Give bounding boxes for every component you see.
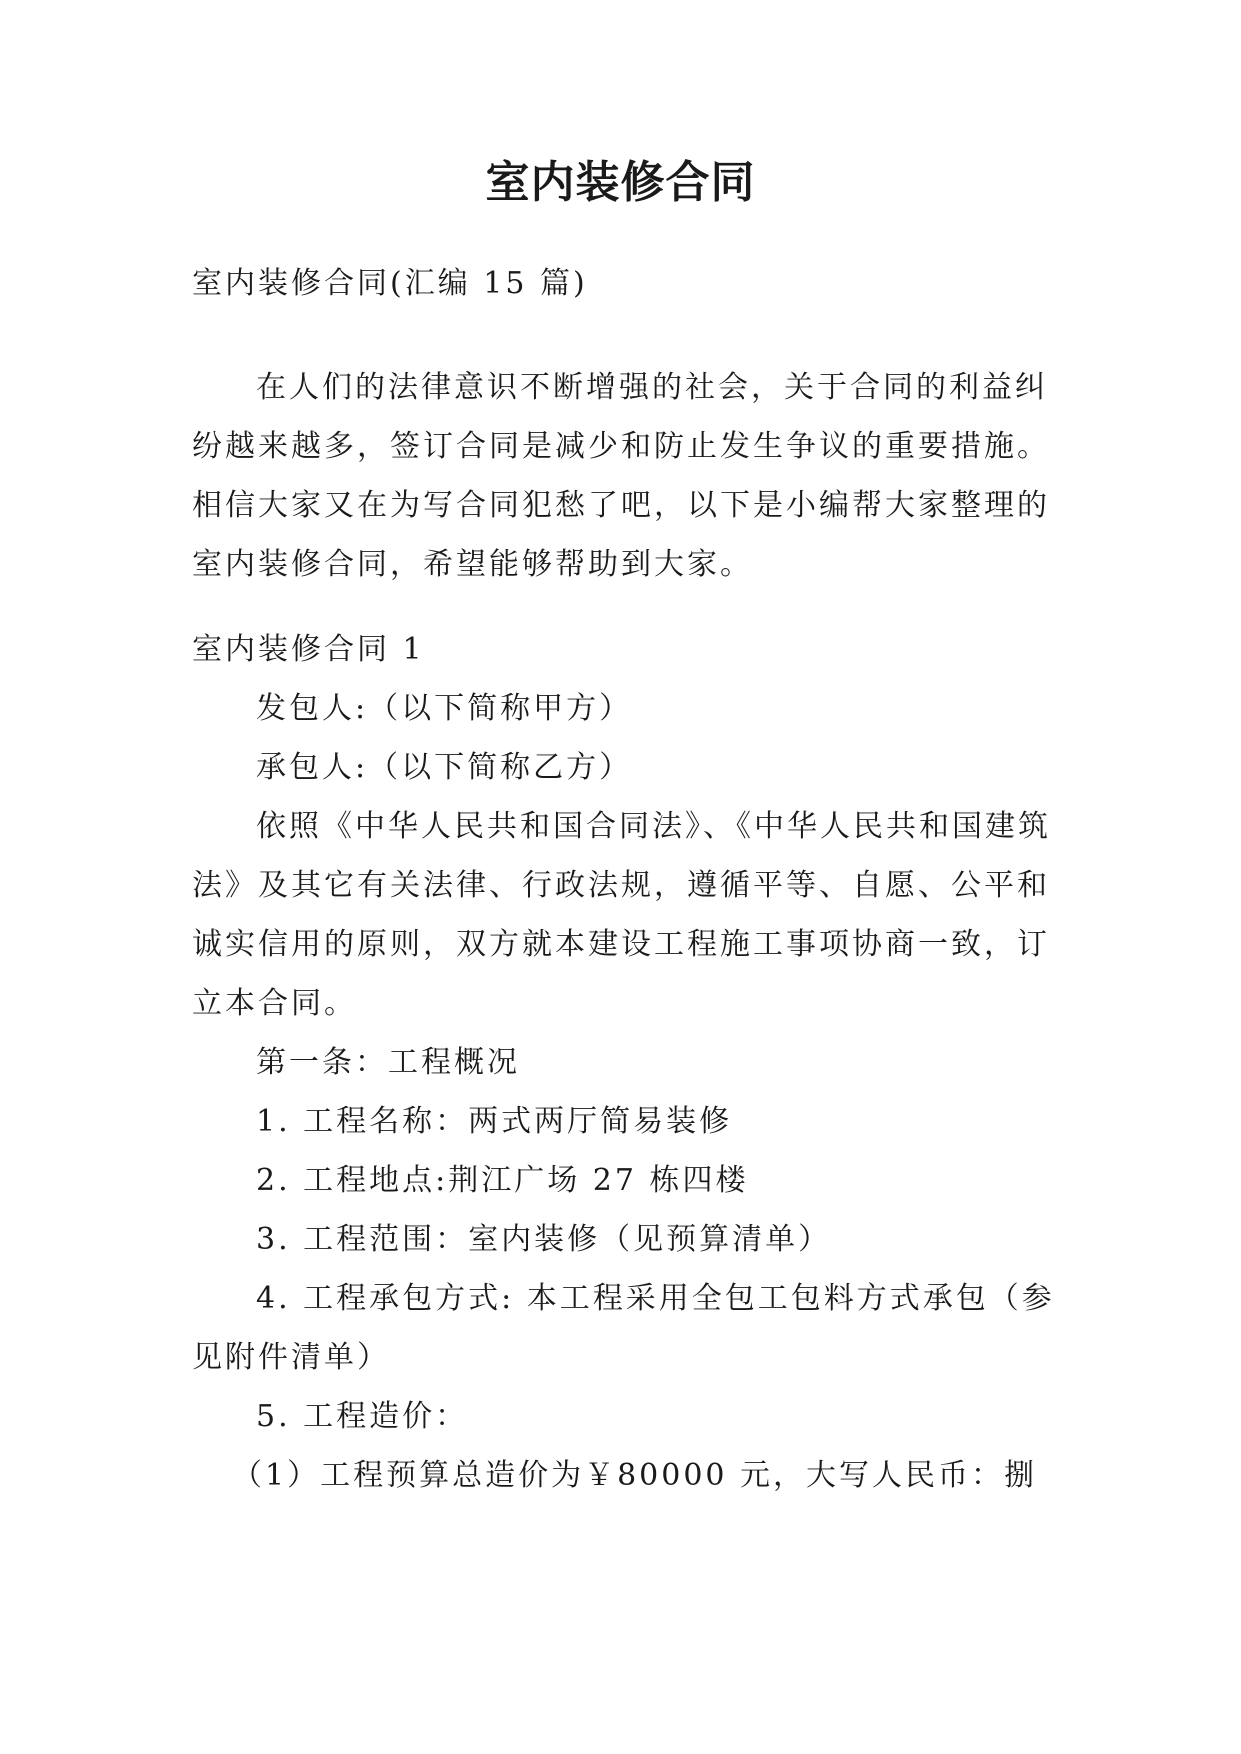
list-item: 4. 工程承包方式: 本工程采用全包工包料方式承包（参 [256, 1281, 1055, 1316]
party-a-line: 发包人:（以下简称甲方） [256, 691, 633, 726]
list-item: 1. 工程名称：两式两厅简易装修 [256, 1104, 733, 1139]
contract-body [192, 620, 1062, 1505]
list-item: 5. 工程造价： [256, 1399, 469, 1434]
list-item: 2. 工程地点:荆江广场 27 栋四楼 [256, 1163, 749, 1198]
article-heading: 第一条：工程概况 [256, 1045, 520, 1080]
contract-heading: 室内装修合同 1 [192, 632, 425, 667]
list-item-continuation: 见附件清单） [192, 1340, 390, 1375]
list-item: 3. 工程范围：室内装修（见预算清单） [256, 1222, 832, 1257]
sub-list-item: （1）工程预算总造价为￥80000 元，大写人民币：捌 [232, 1458, 1038, 1493]
document-title: 室内装修合同 [485, 157, 756, 208]
intro-line: 在人们的法律意识不断增强的社会，关于合同的利益纠 [256, 370, 1048, 405]
basis-line: 立本合同。 [192, 986, 357, 1021]
intro-line: 相信大家又在为写合同犯愁了吧，以下是小编帮大家整理的 [192, 488, 1050, 523]
document-subtitle [192, 254, 1062, 313]
subtitle-line: 室内装修合同(汇编 15 篇) [192, 266, 588, 301]
basis-line: 依照《中华人民共和国合同法》、《中华人民共和国建筑 [256, 809, 1051, 844]
intro-paragraph [192, 358, 1062, 594]
intro-line: 纷越来越多，签订合同是减少和防止发生争议的重要措施。 [192, 429, 1050, 464]
intro-line: 室内装修合同，希望能够帮助到大家。 [192, 547, 753, 582]
basis-line: 法》及其它有关法律、行政法规，遵循平等、自愿、公平和 [192, 868, 1050, 903]
basis-line: 诚实信用的原则，双方就本建设工程施工事项协商一致，订 [192, 927, 1050, 962]
party-b-line: 承包人:（以下简称乙方） [256, 750, 633, 785]
